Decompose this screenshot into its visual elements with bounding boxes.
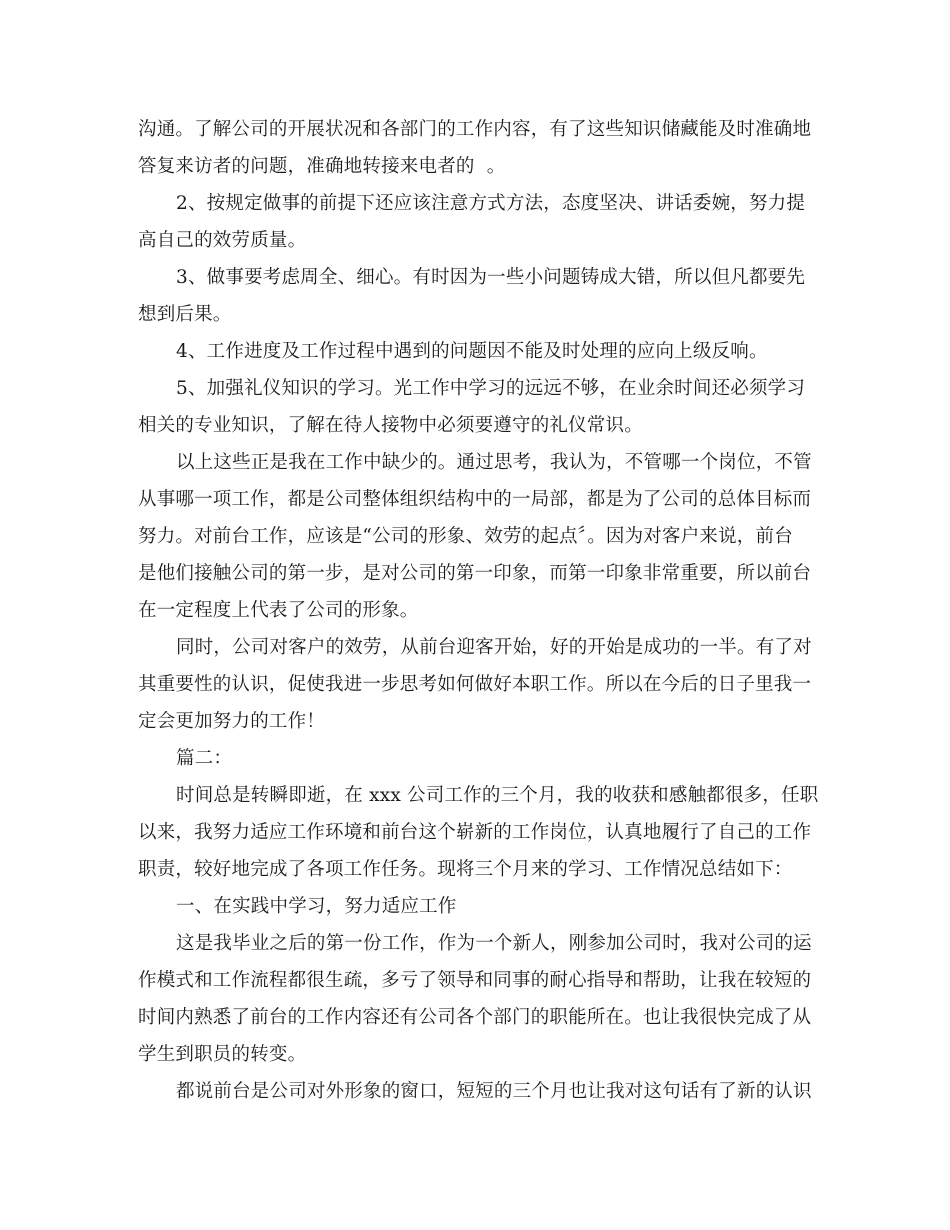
text-line: 其重要性的认识，促使我进一步思考如何做好本职工作。所以在今后的日子里我一 <box>138 674 812 695</box>
text-line: 在一定程度上代表了公司的形象。 <box>138 600 419 621</box>
text-line: 2、按规定做事的前提下还应该注意方式方法，态度坚决、讲话委婉，努力提 <box>176 193 806 214</box>
text-line: 篇二： <box>176 748 233 769</box>
text-line: 时间总是转瞬即逝，在 xxx 公司工作的三个月，我的收获和感触都很多，任职 <box>176 785 819 806</box>
text-line: 高自己的效劳质量。 <box>138 230 307 251</box>
text-line: 想到后果。 <box>138 304 232 325</box>
document-body <box>138 111 819 1110</box>
text-line: 一、在实践中学习，努力适应工作 <box>176 896 457 917</box>
text-line: 答复来访者的问题，准确地转接来电者的 。 <box>138 156 506 177</box>
text-line: 5、加强礼仪知识的学习。光工作中学习的远远不够，在业余时间还必须学习 <box>176 378 806 399</box>
text-line: 相关的专业知识，了解在待人接物中必须要遵守的礼仪常识。 <box>138 415 643 436</box>
text-line: 职责，较好地完成了各项工作任务。现将三个月来的学习、工作情况总结如下： <box>138 859 793 880</box>
text-line: 是他们接触公司的第一步，是对公司的第一印象，而第一印象非常重要，所以前台 <box>138 563 812 584</box>
text-line: 都说前台是公司对外形象的窗口，短短的三个月也让我对这句话有了新的认识 <box>176 1081 812 1102</box>
text-line: 从事哪一项工作，都是公司整体组织结构中的一局部，都是为了公司的总体目标而 <box>138 489 812 510</box>
text-line: 学生到职员的转变。 <box>138 1044 307 1065</box>
text-line: 4、工作进度及工作过程中遇到的问题因不能及时处理的应向上级反响。 <box>176 341 768 362</box>
text-line: 同时，公司对客户的效劳，从前台迎客开始，好的开始是成功的一半。有了对 <box>176 637 812 658</box>
text-line: 时间内熟悉了前台的工作内容还有公司各个部门的职能所在。也让我很快完成了从 <box>138 1007 812 1028</box>
text-line: 以上这些正是我在工作中缺少的。通过思考，我认为，不管哪一个岗位，不管 <box>176 452 812 473</box>
text-line: 沟通。了解公司的开展状况和各部门的工作内容，有了这些知识储藏能及时准确地 <box>138 119 812 140</box>
text-line: 3、做事要考虑周全、细心。有时因为一些小问题铸成大错，所以但凡都要先 <box>176 267 806 288</box>
text-line: 作模式和工作流程都很生疏，多亏了领导和同事的耐心指导和帮助，让我在较短的 <box>138 970 812 991</box>
text-line: 定会更加努力的工作！ <box>138 711 326 732</box>
text-line: 这是我毕业之后的第一份工作，作为一个新人，刚参加公司时，我对公司的运 <box>176 933 812 954</box>
text-line: 以来，我努力适应工作环境和前台这个崭新的工作岗位，认真地履行了自己的工作 <box>138 822 812 843</box>
text-line: 努力。对前台工作，应该是“公司的形象、效劳的起点〞。因为对客户来说，前台 <box>138 526 793 547</box>
